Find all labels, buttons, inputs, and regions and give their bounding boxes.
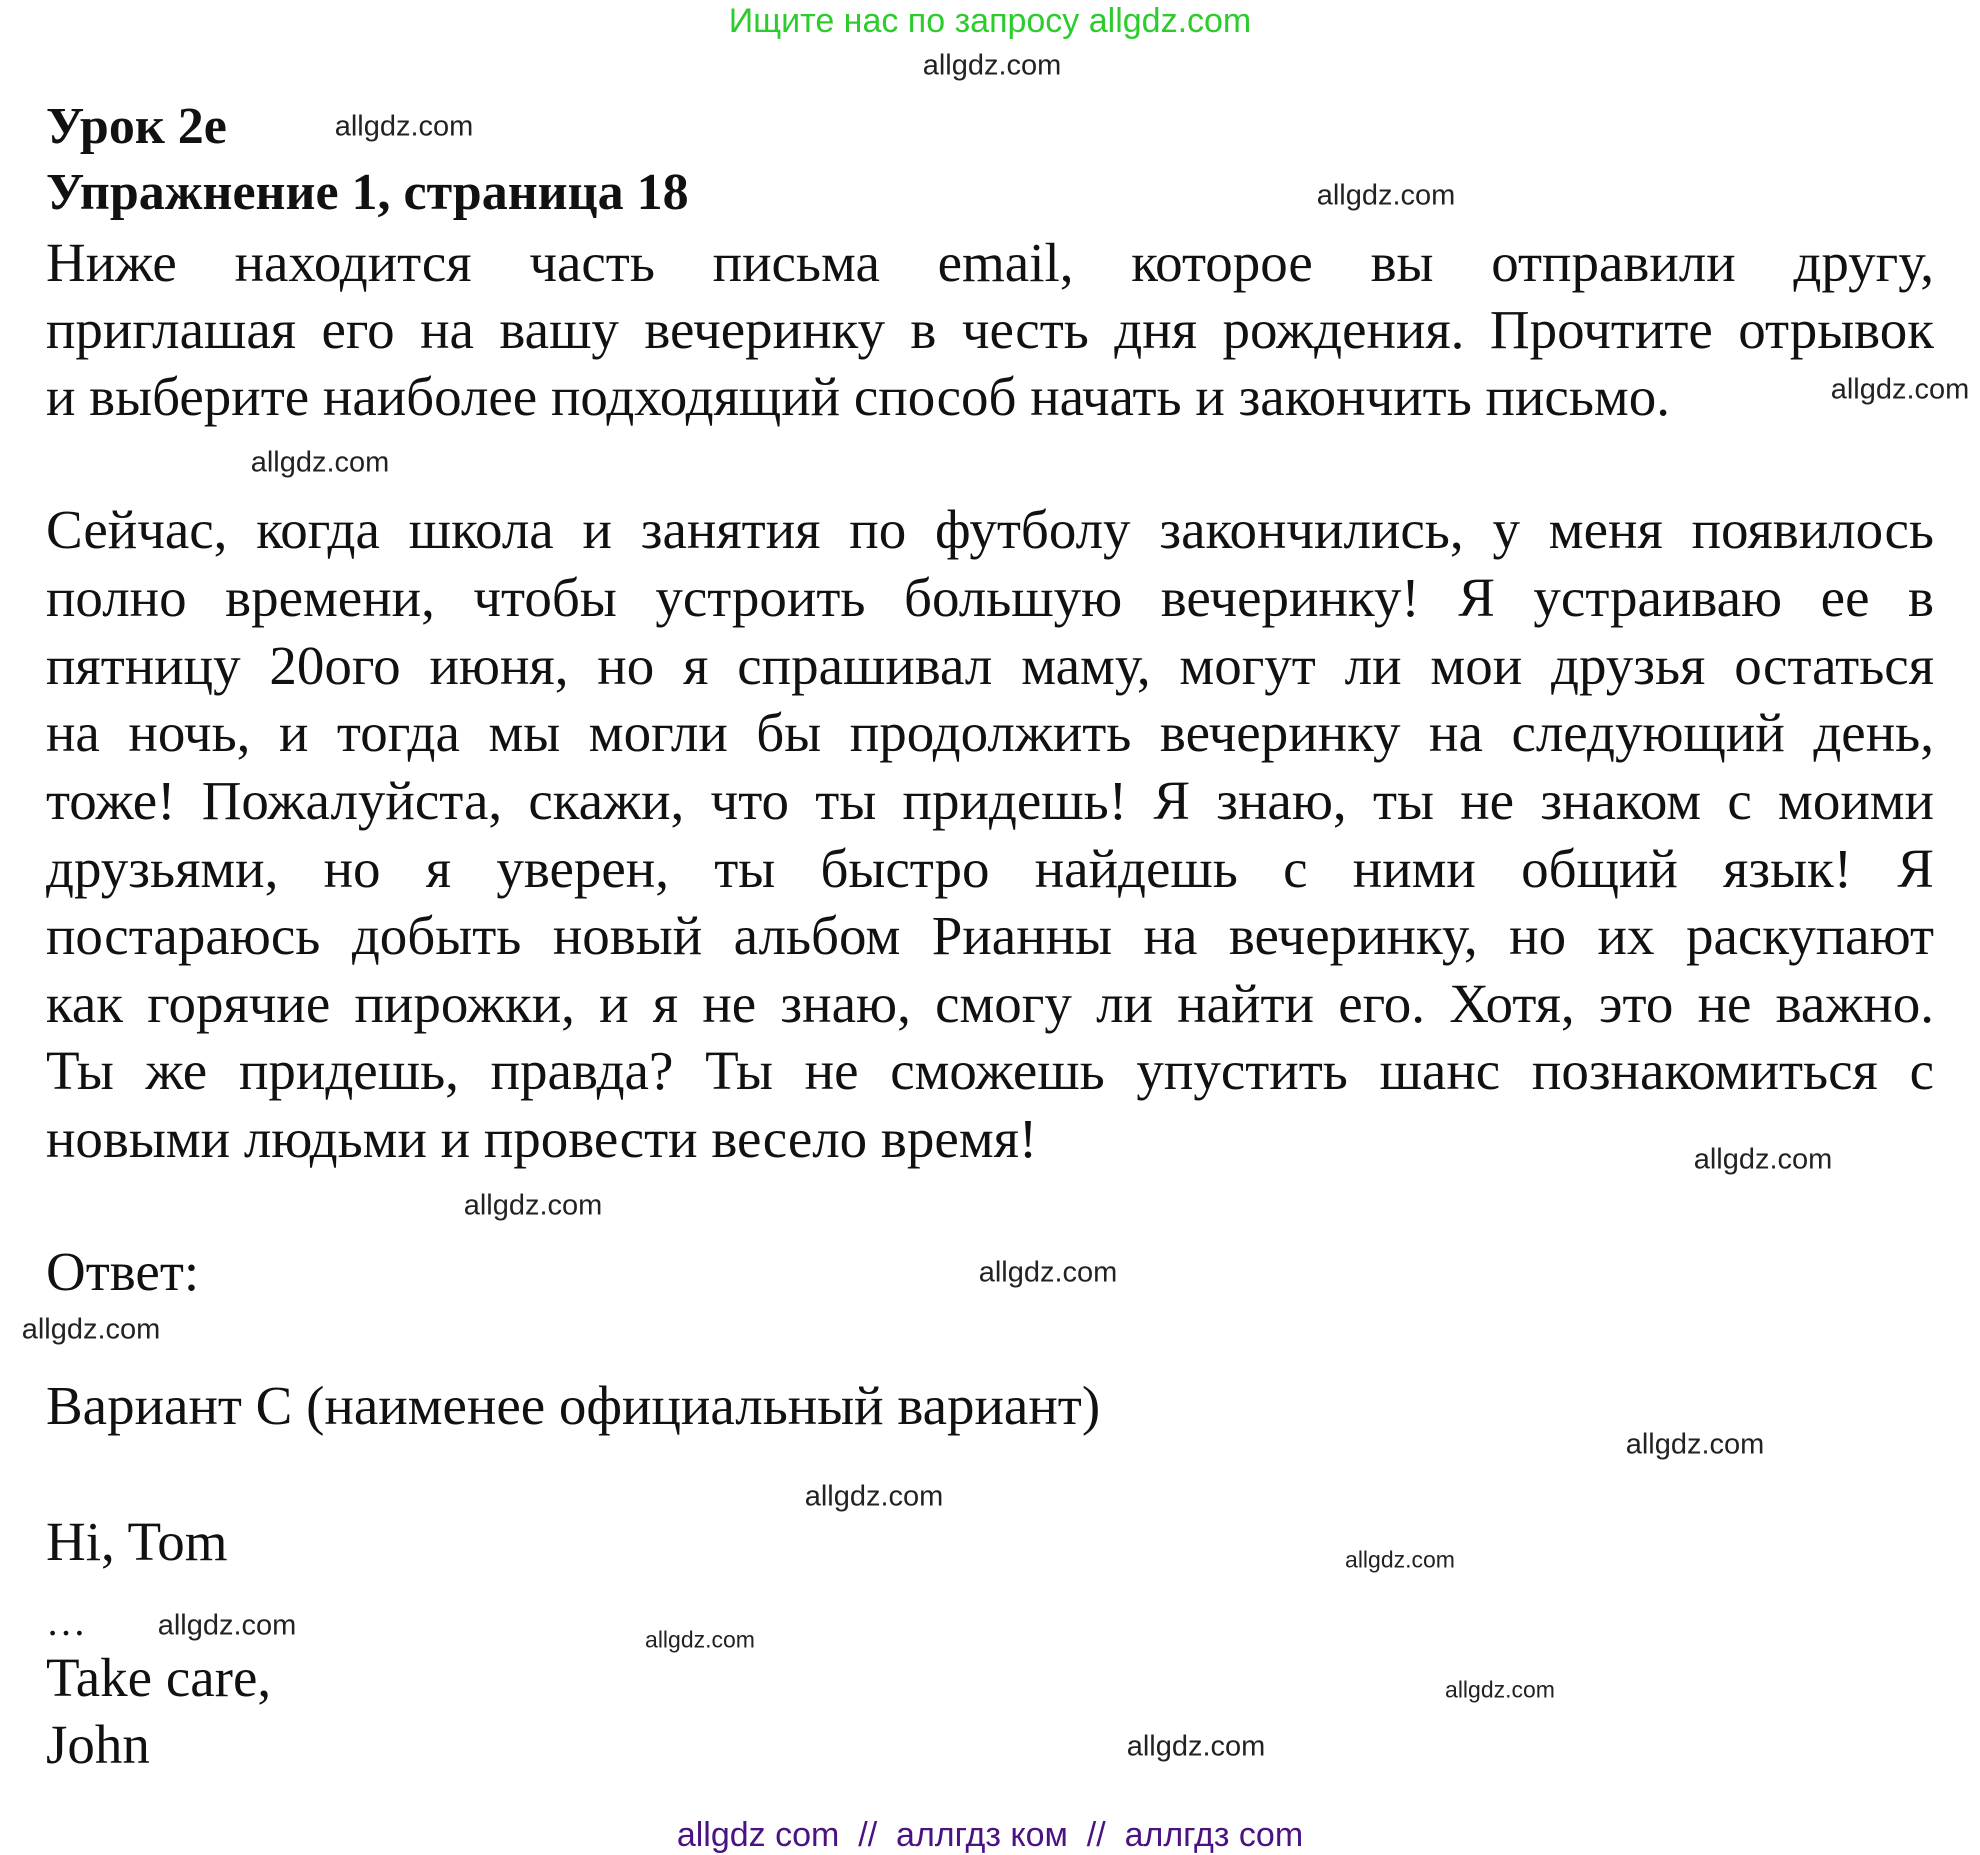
watermark: allgdz.com <box>1126 1730 1266 1763</box>
letter-greeting: Hi, Tom <box>46 1511 228 1572</box>
watermark: allgdz.com <box>1316 179 1456 212</box>
passage-line: постараюсь добыть новый альбом Рианны на вечеринку, но их раскупают <box>46 905 1934 966</box>
passage-line: новыми людьми и провести весело время! <box>46 1108 1038 1169</box>
lesson-title: Урок 2е <box>46 98 227 155</box>
instruction-line: приглашая его на вашу вечеринку в честь дня рождения. Прочтите отрывок <box>46 299 1934 360</box>
letter-ellipsis: … <box>46 1599 86 1644</box>
passage-line: друзьями, но я уверен, ты быстро найдешь с ними общий язык! Я <box>46 838 1934 899</box>
passage-line: пятницу 20ого июня, но я спрашивал маму, могут ли мои друзья остаться <box>46 635 1934 696</box>
watermark: allgdz.com <box>1830 373 1970 406</box>
instruction-line: и выберите наиболее подходящий способ начать и закончить письмо. <box>46 366 1670 427</box>
watermark: allgdz.com <box>334 110 474 143</box>
letter-signature: John <box>46 1714 150 1775</box>
letter-closing: Take care, <box>46 1647 272 1708</box>
passage-line: тоже! Пожалуйста, скажи, что ты придешь! Я знаю, ты не знаком с моими <box>46 770 1934 831</box>
passage-line: как горячие пирожки, и я не знаю, смогу ли найти его. Хотя, это не важно. <box>46 973 1934 1034</box>
watermark: allgdz.com <box>645 1626 755 1653</box>
answer-variant: Вариант С (наименее официальный вариант) <box>46 1375 1101 1436</box>
watermark: allgdz.com <box>21 1313 161 1346</box>
watermark: allgdz.com <box>157 1609 297 1642</box>
watermark: allgdz.com <box>922 49 1062 82</box>
watermark: allgdz.com <box>804 1480 944 1513</box>
watermark: allgdz.com <box>1345 1546 1455 1573</box>
watermark: allgdz.com <box>250 446 390 479</box>
exercise-title: Упражнение 1, страница 18 <box>46 164 689 221</box>
passage-line: Ты же придешь, правда? Ты не сможешь упустить шанс познакомиться с <box>46 1040 1934 1101</box>
watermark: allgdz.com <box>1625 1428 1765 1461</box>
search-banner: Ищите нас по запросу allgdz.com <box>728 2 1252 40</box>
passage-line: полно времени, чтобы устроить большую вечеринку! Я устраиваю ее в <box>46 567 1934 628</box>
passage-line: Сейчас, когда школа и занятия по футболу закончились, у меня появилось <box>46 499 1934 560</box>
watermark: allgdz.com <box>463 1189 603 1222</box>
answer-label: Ответ: <box>46 1241 200 1302</box>
footer-links: allgdz com // аллгдз ком // аллгдз com <box>676 1816 1304 1854</box>
watermark: allgdz.com <box>978 1256 1118 1289</box>
watermark: allgdz.com <box>1445 1676 1555 1703</box>
instruction-line: Ниже находится часть письма email, которое вы отправили другу, <box>46 232 1934 293</box>
passage-line: на ночь, и тогда мы могли бы продолжить вечеринку на следующий день, <box>46 702 1934 763</box>
watermark: allgdz.com <box>1693 1143 1833 1176</box>
